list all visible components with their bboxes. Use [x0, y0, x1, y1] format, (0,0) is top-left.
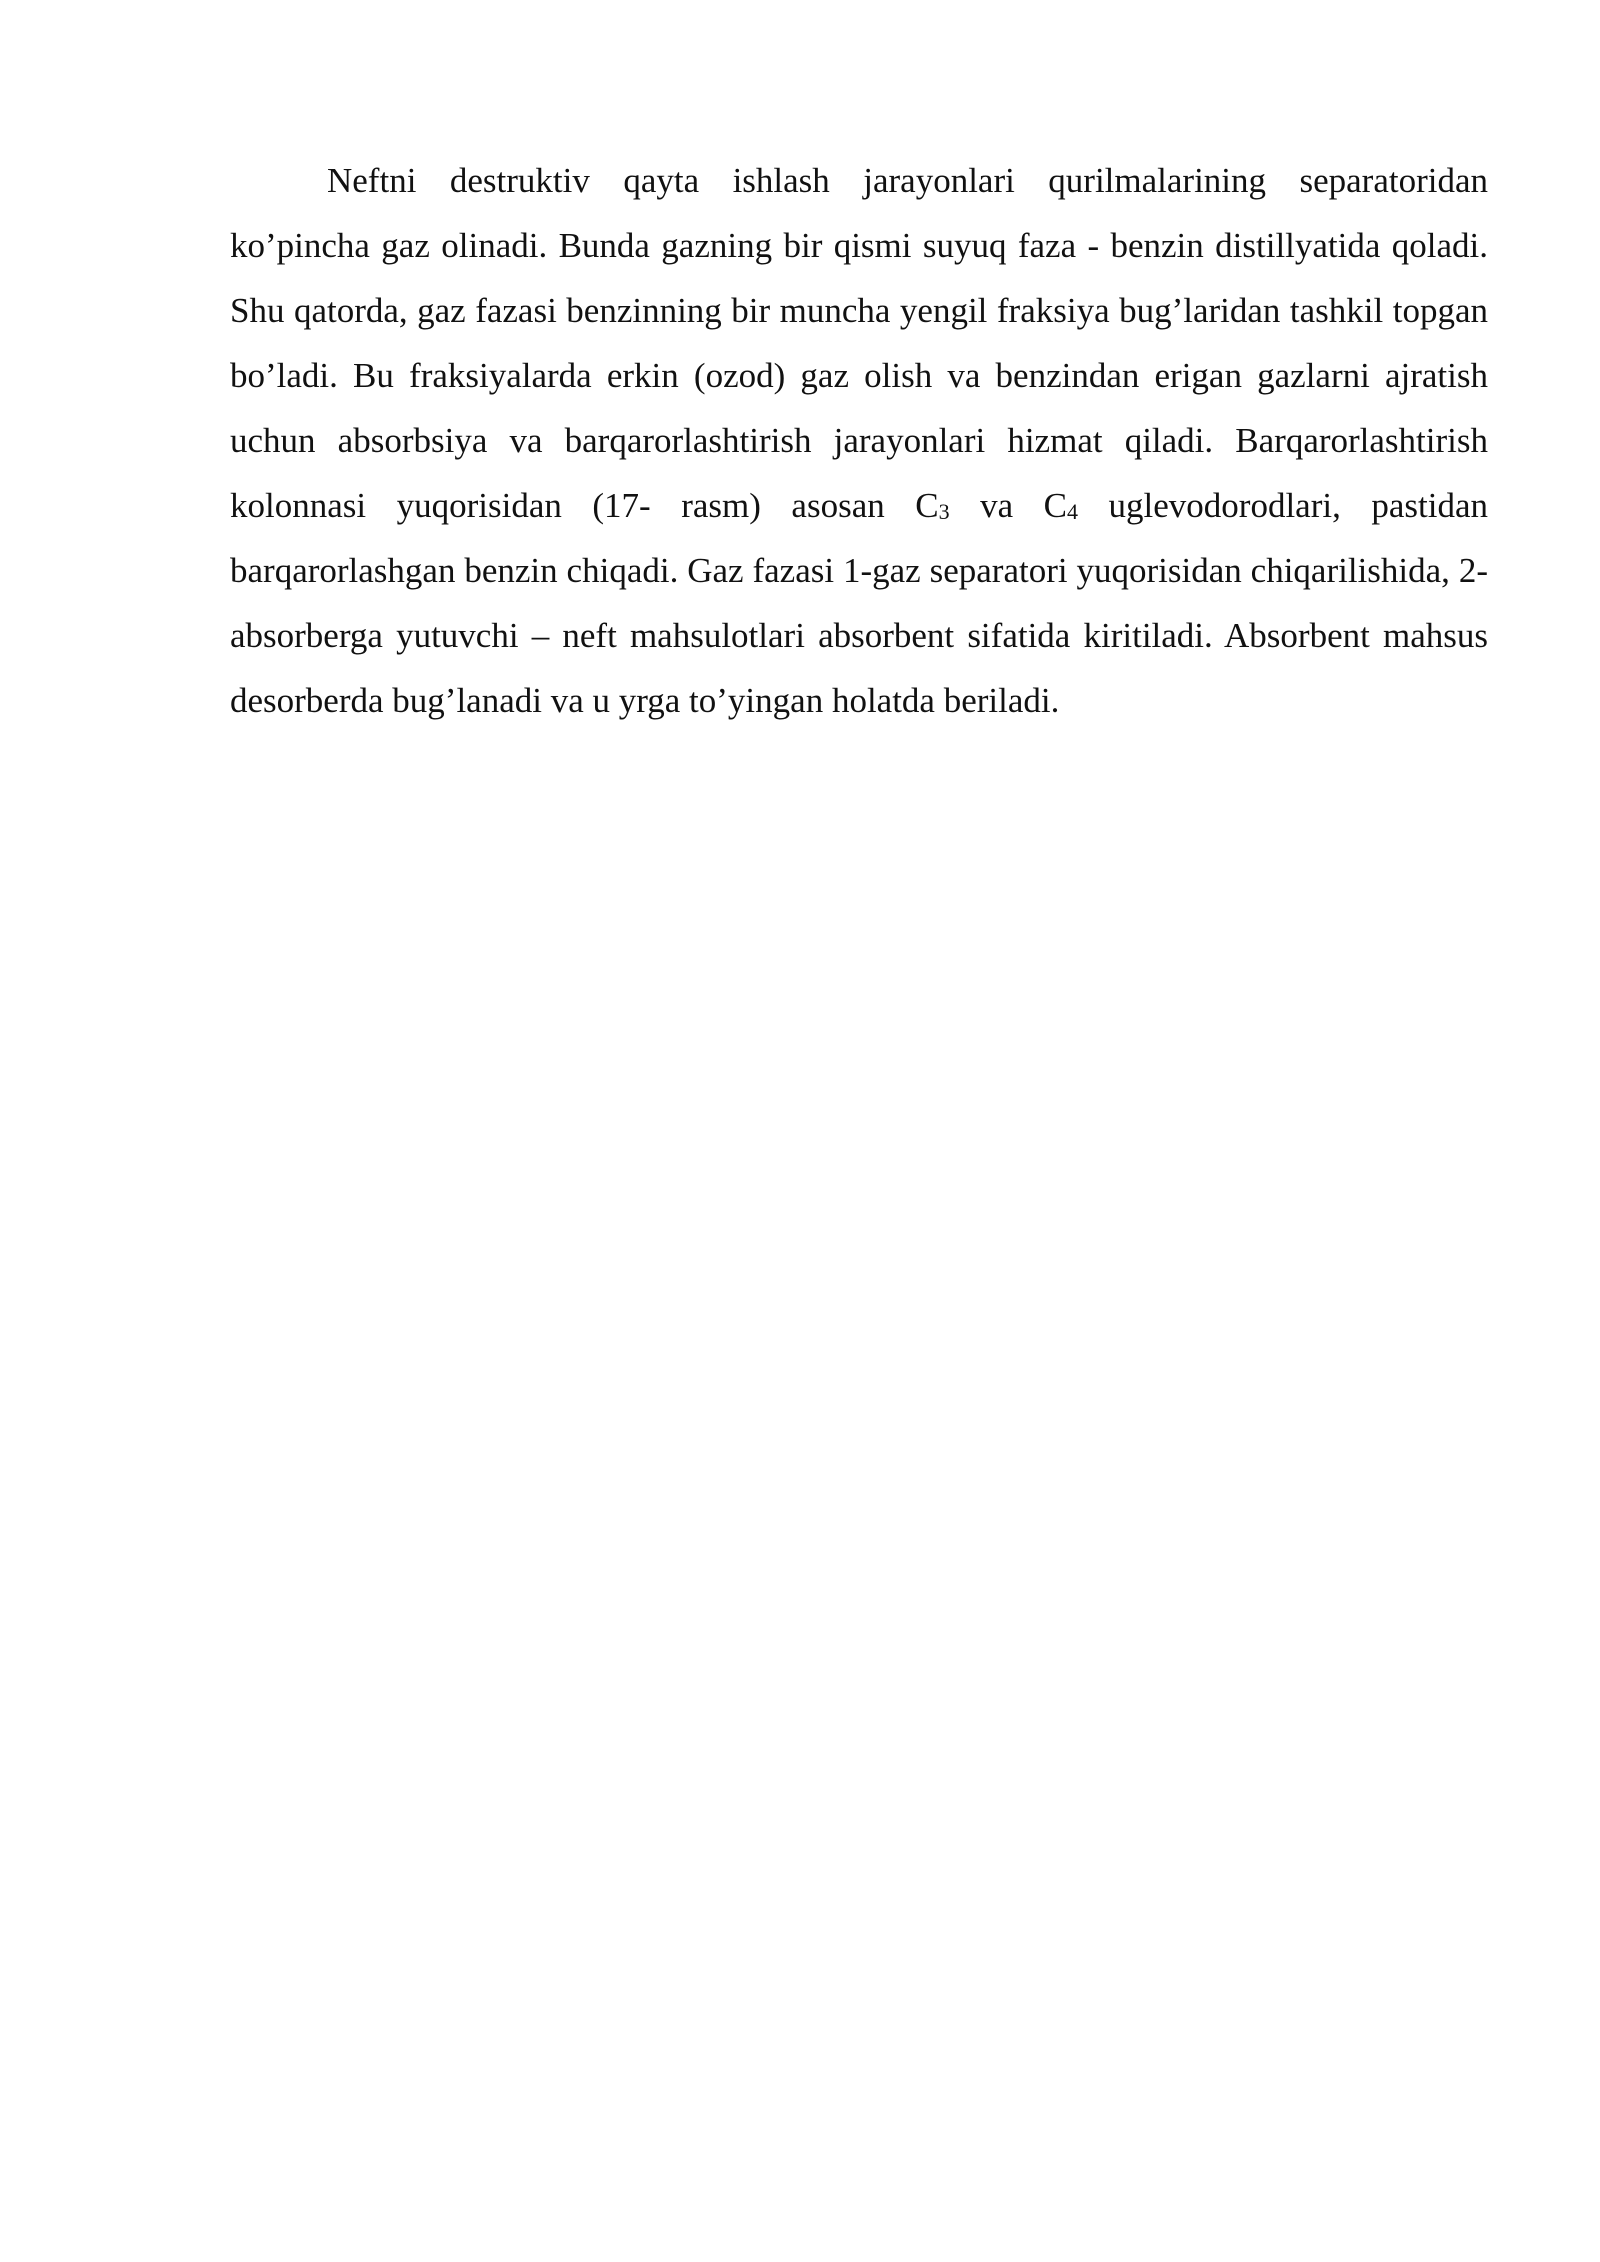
- paragraph-text-part-2: va C: [949, 486, 1068, 525]
- paragraph-text-part-1: Neftni destruktiv qayta ishlash jarayonlari qurilmalarining separatoridan ko’pincha gaz olinadi. Bunda gazning bir qismi suyuq faza - benzin distillyatida qoladi. Shu qatorda, gaz fazasi benzinning bir muncha yengil fraksiya bug’laridan tashkil topgan bo’ladi. Bu fraksiyalarda erkin (ozod) gaz olish va benzindan erigan gazlarni ajratish uchun absorbsiya va barqarorlashtirish jarayonlari hizmat qiladi. Barqarorlashtirish kolonnasi yuqorisidan (17- rasm) asosan C: [230, 161, 1488, 525]
- subscript-4: 4: [1067, 499, 1079, 524]
- body-paragraph: [230, 148, 1488, 733]
- paragraph-text-part-3: uglevodorodlari, pastidan barqarorlashgan benzin chiqadi. Gaz fazasi 1-gaz separatori yuqorisidan chiqarilishida, 2-absorberga yutuvchi – neft mahsulotlari absorbent sifatida kiritiladi. Absorbent mahsus desorberda bug’lanadi va u yrga to’yingan holatda beriladi.: [230, 486, 1488, 720]
- subscript-3: 3: [938, 499, 950, 524]
